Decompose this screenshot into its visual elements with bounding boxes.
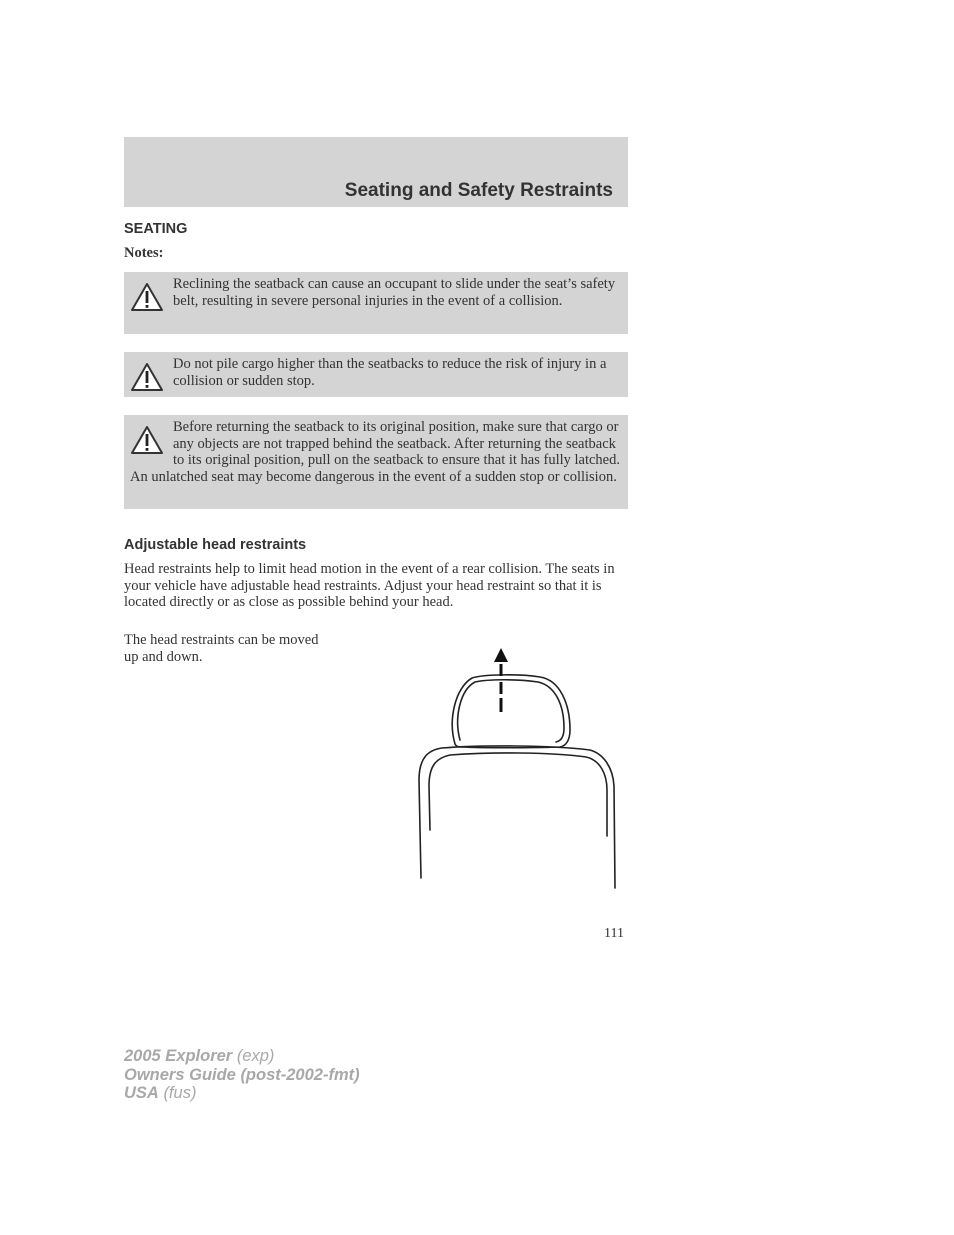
footer-market-code: (fus): [163, 1084, 197, 1102]
notes-label: Notes:: [124, 245, 164, 261]
head-restraint-paragraph: Head restraints help to limit head motion in the event of a rear collision. The seats in your vehicle have adjustable head restraints. Adjust your head restraint so that it is located directly or as close as possible behind your head.: [124, 561, 615, 610]
section-title: SEATING: [124, 221, 188, 237]
footer-line-1: [124, 1047, 360, 1066]
warning-text-1: Reclining the seatback can cause an occupant to slide under the seat’s safety belt, resulting in severe personal injuries in the event of a collision.: [173, 276, 616, 309]
header-band: [124, 137, 628, 207]
move-text-line-1: The head restraints can be moved: [124, 632, 319, 648]
page-number: 111: [604, 926, 624, 941]
head-restraint-illustration: [410, 640, 630, 900]
footer-line-3: [124, 1084, 360, 1103]
warning-triangle-icon: [130, 362, 164, 392]
warning-text-2: Do not pile cargo higher than the seatbacks to reduce the risk of injury in a collision or sudden stop.: [173, 356, 607, 389]
footer-doc-info: [124, 1047, 360, 1103]
warning-box-3: [124, 415, 628, 509]
footer-market: USA: [124, 1084, 159, 1102]
warning-box-2: [124, 352, 628, 397]
warning-text-3: Before returning the seatback to its original position, make sure that cargo or any objects are not trapped behind the seatback. After returning the seatback to its original position, pull on the seatback to ensure that it has fully latched. An unlatched seat may become dangerous in the event of a sudden stop or collision.: [130, 419, 620, 485]
footer-model-code: (exp): [236, 1047, 275, 1065]
page-header-title: Seating and Safety Restraints: [344, 180, 613, 201]
warning-triangle-icon: [130, 425, 164, 455]
move-text-line-2: up and down.: [124, 648, 203, 665]
footer-model: 2005 Explorer: [124, 1047, 233, 1065]
footer-guide: Owners Guide (post-2002-fmt): [124, 1065, 360, 1084]
subsection-title: Adjustable head restraints: [124, 537, 307, 553]
head-restraint-move-paragraph: [124, 632, 384, 665]
warning-triangle-icon: [130, 282, 164, 312]
footer-line-2: [124, 1066, 360, 1085]
warning-box-1: [124, 272, 628, 334]
